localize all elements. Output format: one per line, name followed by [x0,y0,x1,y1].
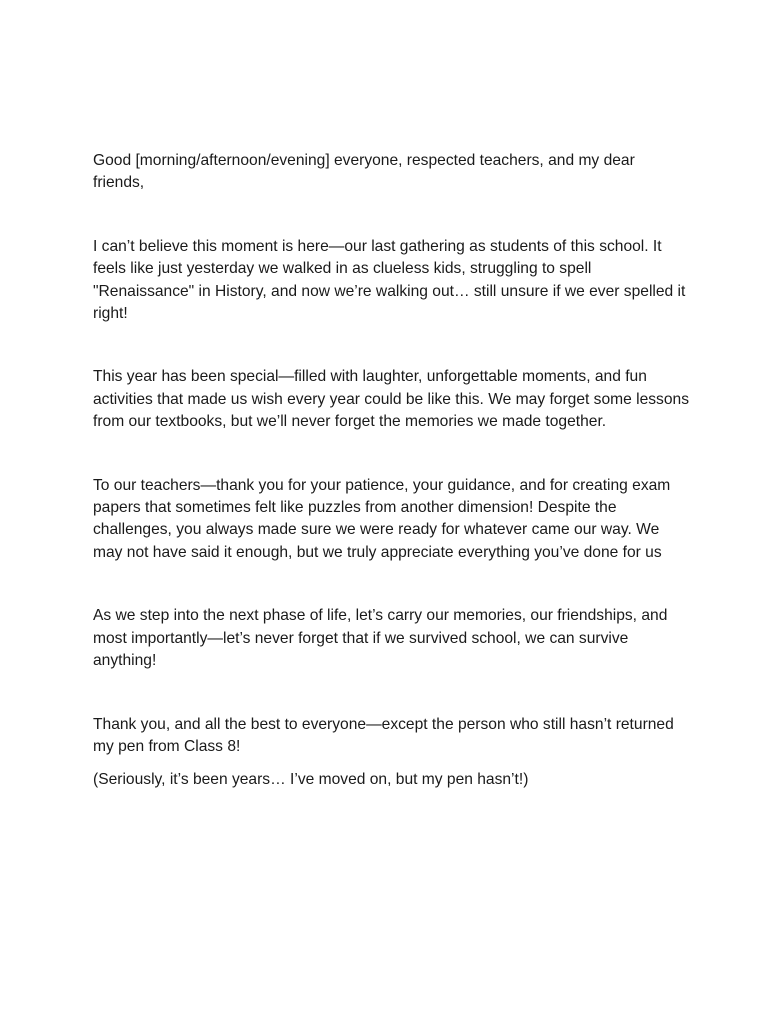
opening-paragraph: I can’t believe this moment is here—our last gathering as students of this school. It feels like just yesterday we walked in as clueless kids, struggling to spell "Renaissance" in History, and now we’re walking out… still unsure if we ever spelled it right! [93,237,686,323]
postscript-paragraph: (Seriously, it’s been years… I’ve moved on, but my pen hasn’t!) [93,771,529,789]
year-memories-paragraph: This year has been special—filled with laughter, unforgettable moments, and fun activities that made us wish every year could be like this. We may forget some lessons from our textbooks, but we’ll never forget the memories we made together. [93,368,689,431]
greeting-paragraph: Good [morning/afternoon/evening] everyone, respected teachers, and my dear friends, [93,152,635,192]
closing-paragraph: Thank you, and all the best to everyone—except the person who still hasn’t returned my pen from Class 8! [93,715,674,755]
speech-body [93,150,689,792]
teachers-thanks-paragraph: To our teachers—thank you for your patience, your guidance, and for creating exam papers that sometimes felt like puzzles from another dimension! Despite the challenges, you always made sure we were ready for whatever came our way. We may not have said it enough, but we truly appreciate everything you’ve done for us [93,476,671,561]
next-phase-paragraph: As we step into the next phase of life, let’s carry our memories, our friendships, and most importantly—let’s never forget that if we survived school, we can survive anything! [93,607,668,670]
